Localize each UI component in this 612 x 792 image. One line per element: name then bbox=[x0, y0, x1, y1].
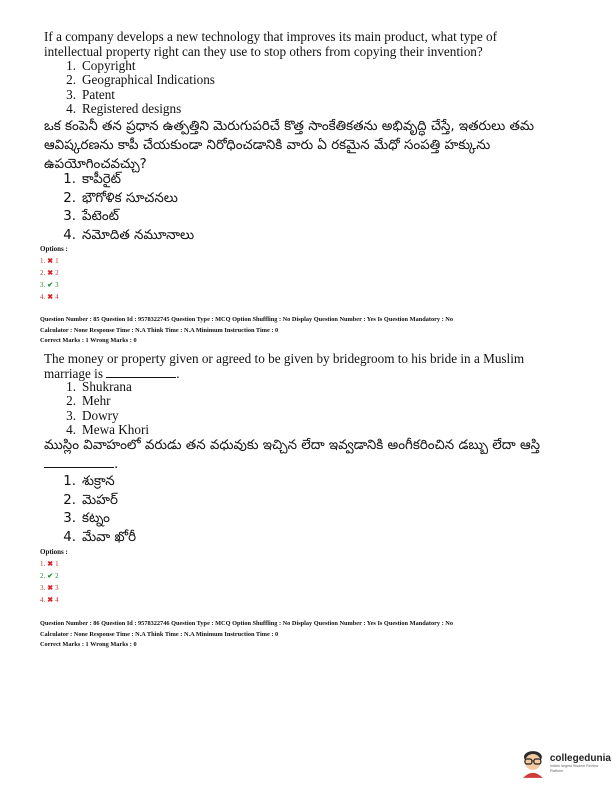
answer-row: 1. ✖ 1 bbox=[40, 257, 59, 265]
option-item: 4. Registered designs bbox=[66, 101, 182, 117]
question-86-meta: Question Number : 86 Question Id : 9578322746 Question Type : MCQ Option Shuffling : No Display Question Number : Yes Is Question Mandatory : No Calculator : None Response Time : N.A Think Time : N.A Minimum Instruction Time : 0 Correct Marks : 1 Wrong Marks : 0 bbox=[40, 620, 454, 648]
answer-row: 4. ✖ 4 bbox=[40, 293, 59, 301]
question-85-meta: Question Number : 85 Question Id : 9578322745 Question Type : MCQ Option Shuffling : No Display Question Number : Yes Is Question Mandatory : No Calculator : None Response Time : N.A Think Time : N.A Minimum Instruction Time : 0 Correct Marks : 1 Wrong Marks : 0 bbox=[40, 316, 454, 344]
answer-blank bbox=[106, 367, 176, 378]
student-avatar-icon bbox=[520, 748, 546, 778]
option-item: 3. Dowry bbox=[66, 407, 119, 423]
question-84-telugu: ఒక కంపెనీ తన ప్రధాన ఉత్పత్తిని మెరుగుపరిచే కొత్త సాంకేతికతను అభివృద్ధి చేస్తే, ఇతరులు తమ ఆవిష్కరణను కాపీ చేయకుండా నిరోధించడానికి వారు ఏ రకమైన మేధో సంపత్తి హక్కును ఉపయోగించవచ్చు? bbox=[44, 119, 535, 172]
answer-options-84 bbox=[40, 243, 68, 303]
cross-icon: ✖ bbox=[47, 584, 54, 592]
option-item: 2. మెహర్ bbox=[63, 492, 118, 508]
check-icon: ✔ bbox=[47, 281, 54, 289]
option-item: 2. భౌగోళిక సూచనలు bbox=[63, 190, 178, 206]
option-item: 4. మేవా ఖోరీ bbox=[63, 529, 137, 545]
answer-options-85 bbox=[40, 546, 68, 606]
answer-row: 3. ✔ 3 bbox=[40, 281, 59, 289]
answer-row: 4. ✖ 4 bbox=[40, 596, 59, 604]
option-item: 2. Geographical Indications bbox=[66, 72, 215, 88]
question-84-english: If a company develops a new technology that improves its main product, what type of intellectual property right can they use to stop others from copying their invention? bbox=[44, 29, 498, 59]
option-item: 3. పేటెంట్ bbox=[63, 209, 119, 224]
options-label: Options : bbox=[40, 245, 68, 253]
option-item: 1. Copyright bbox=[66, 58, 136, 73]
option-item: 1. Shukrana bbox=[66, 379, 132, 394]
cross-icon: ✖ bbox=[47, 269, 54, 277]
option-item: 3. Patent bbox=[66, 86, 115, 102]
option-item: 1. శుక్రాన bbox=[63, 474, 115, 489]
collegedunia-logo bbox=[520, 748, 612, 778]
answer-row: 2. ✖ 2 bbox=[40, 269, 59, 277]
answer-row: 3. ✖ 3 bbox=[40, 584, 59, 592]
question-85-english: The money or property given or agreed to be given by bridegroom to his bride in a Muslim marriage is . bbox=[44, 351, 525, 381]
cross-icon: ✖ bbox=[47, 596, 54, 604]
answer-row: 2. ✔ 2 bbox=[40, 572, 59, 580]
question-84-english-options bbox=[58, 59, 215, 117]
option-item: 4. Mewa Khori bbox=[66, 422, 150, 438]
cross-icon: ✖ bbox=[47, 257, 54, 265]
check-icon: ✔ bbox=[47, 572, 54, 580]
option-item: 3. కట్నం bbox=[63, 511, 110, 526]
question-85-english-options bbox=[58, 380, 149, 438]
answer-blank bbox=[44, 457, 114, 468]
answer-row: 1. ✖ 1 bbox=[40, 560, 59, 568]
option-item: 4. నమోదిత నమూనాలు bbox=[63, 227, 195, 243]
question-84-telugu-options bbox=[58, 171, 194, 245]
option-item: 1. కాపీరైట్ bbox=[63, 172, 121, 187]
brand-name: collegedunia bbox=[549, 752, 611, 764]
option-item: 2. Mehr bbox=[66, 393, 111, 409]
question-85-telugu-options bbox=[58, 473, 136, 547]
options-label: Options : bbox=[40, 548, 68, 556]
brand-tagline: India's largest Student Review Platform bbox=[549, 763, 599, 773]
question-85-telugu: ముస్లిం వివాహంలో వరుడు తన వధువుకు ఇచ్చిన లేదా ఇవ్వడానికి అంగీకరించిన డబ్బు లేదా ఆస్తి . bbox=[44, 438, 541, 472]
cross-icon: ✖ bbox=[47, 293, 54, 301]
cross-icon: ✖ bbox=[47, 560, 54, 568]
